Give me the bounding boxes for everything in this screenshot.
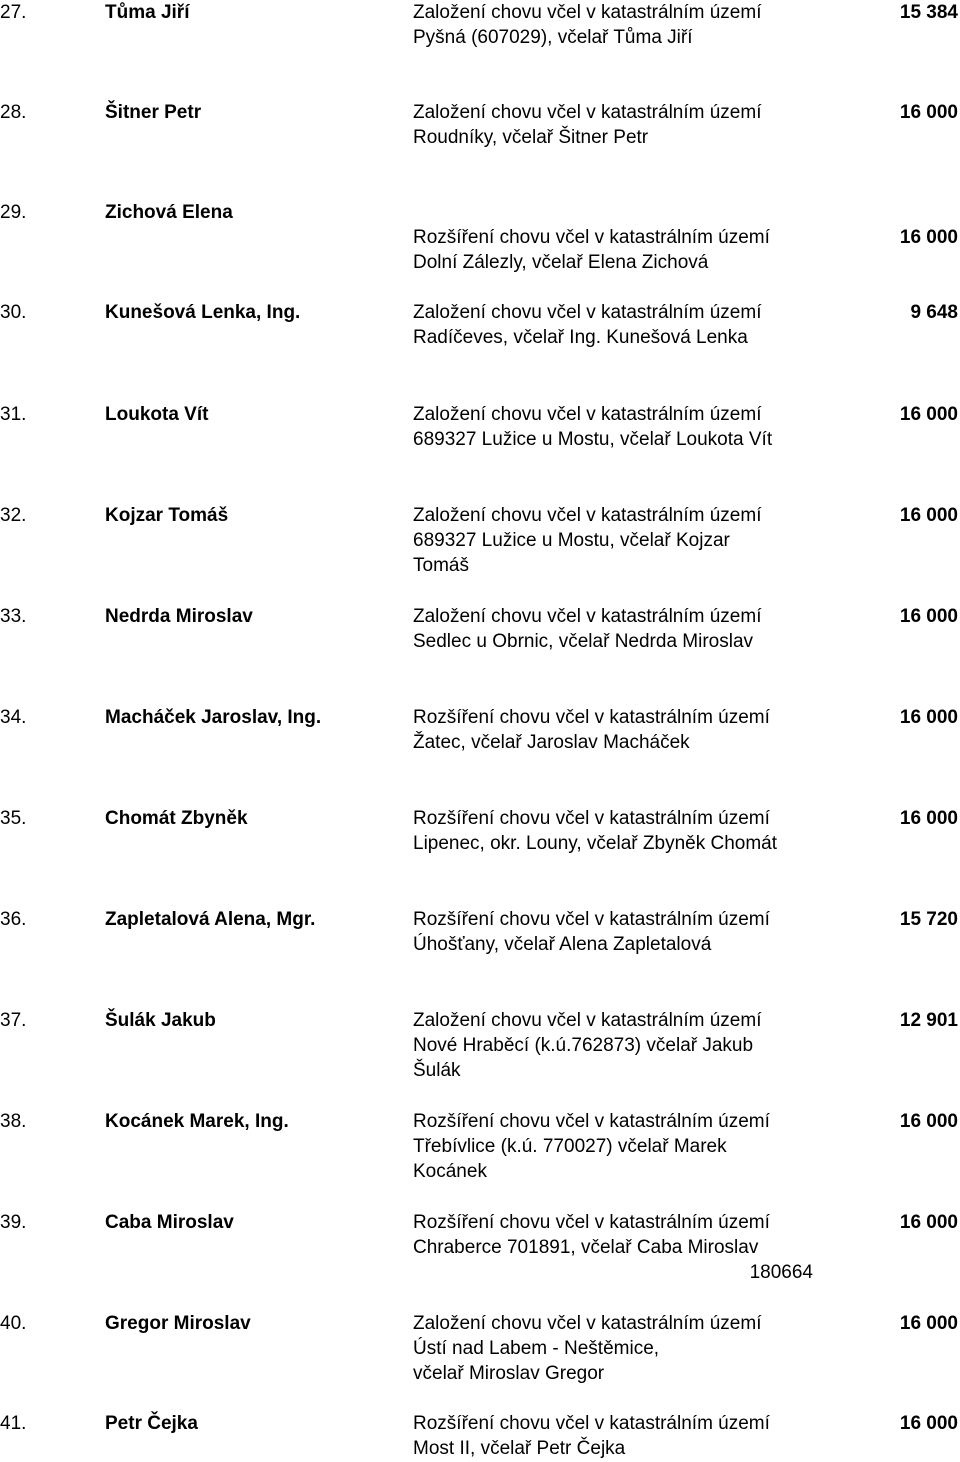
row-number: 34. <box>0 707 27 728</box>
amount-value: 15 720 <box>899 909 958 930</box>
amount-value: 16 000 <box>899 505 958 526</box>
row-number: 35. <box>0 808 27 829</box>
description-line: Roudníky, včelař Šitner Petr <box>413 127 649 148</box>
row-number: 32. <box>0 505 27 526</box>
row-number: 37. <box>0 1010 27 1031</box>
row-number: 39. <box>0 1212 27 1233</box>
project-description <box>413 604 813 654</box>
project-description <box>413 1311 813 1386</box>
description-line: včelař Miroslav Gregor <box>413 1363 605 1384</box>
description-line: Rozšíření chovu včel v katastrálním území <box>413 227 770 248</box>
description-line: Rozšíření chovu včel v katastrálním území <box>413 1111 770 1132</box>
applicant-name: Macháček Jaroslav, Ing. <box>105 707 322 728</box>
description-line: 689327 Lužice u Mostu, včelař Loukota Vít <box>413 429 773 450</box>
applicant-name: Zapletalová Alena, Mgr. <box>105 909 316 930</box>
row-number: 29. <box>0 202 27 223</box>
description-line <box>413 200 813 225</box>
applicant-name: Loukota Vít <box>105 404 209 425</box>
applicant-name: Gregor Miroslav <box>105 1313 251 1334</box>
project-description <box>413 503 813 578</box>
project-description <box>413 1008 813 1083</box>
project-description <box>413 806 813 856</box>
amount-value: 16 000 <box>899 102 958 123</box>
applicant-name: Šitner Petr <box>105 102 202 123</box>
project-description <box>413 1210 813 1285</box>
description-line: Most II, včelař Petr Čejka <box>413 1438 626 1459</box>
row-number: 27. <box>0 2 27 23</box>
amount-value: 16 000 <box>899 404 958 425</box>
row-number: 30. <box>0 302 27 323</box>
applicant-name: Šulák Jakub <box>105 1010 216 1031</box>
amount-value: 16 000 <box>899 227 958 248</box>
description-line: Rozšíření chovu včel v katastrálním území <box>413 1413 770 1434</box>
project-description <box>413 1411 813 1461</box>
description-line: Založení chovu včel v katastrálním území <box>413 302 762 323</box>
description-line: Založení chovu včel v katastrálním území <box>413 1010 762 1031</box>
applicant-name: Tůma Jiří <box>105 2 190 23</box>
description-line: Založení chovu včel v katastrálním území <box>413 606 762 627</box>
description-line: Rozšíření chovu včel v katastrálním území <box>413 1212 770 1233</box>
project-description <box>413 1109 813 1184</box>
amount-value: 16 000 <box>899 606 958 627</box>
description-line: Založení chovu včel v katastrálním území <box>413 2 762 23</box>
description-line: Kocánek <box>413 1161 487 1182</box>
project-description <box>413 200 813 275</box>
description-line: Založení chovu včel v katastrálním území <box>413 404 762 425</box>
description-line: Založení chovu včel v katastrálním území <box>413 1313 762 1334</box>
amount-value: 16 000 <box>899 1212 958 1233</box>
description-line: Založení chovu včel v katastrálním území <box>413 505 762 526</box>
project-description <box>413 0 813 50</box>
row-number: 31. <box>0 404 27 425</box>
description-line: Rozšíření chovu včel v katastrálním území <box>413 909 770 930</box>
row-number: 41. <box>0 1413 27 1434</box>
row-number: 40. <box>0 1313 27 1334</box>
applicant-name: Chomát Zbyněk <box>105 808 248 829</box>
row-number: 36. <box>0 909 27 930</box>
description-line: Ústí nad Labem - Neštěmice, <box>413 1338 660 1359</box>
description-line: Radíčeves, včelař Ing. Kunešová Lenka <box>413 327 748 348</box>
amount-value: 16 000 <box>899 1413 958 1434</box>
description-line: Nové Hraběcí (k.ú.762873) včelař Jakub <box>413 1035 754 1056</box>
applicant-name: Kojzar Tomáš <box>105 505 229 526</box>
amount-value: 15 384 <box>899 2 958 23</box>
description-line: Dolní Zálezly, včelař Elena Zichová <box>413 252 709 273</box>
description-extra: 180664 <box>749 1262 813 1283</box>
amount-value: 9 648 <box>910 302 958 323</box>
applicant-name: Petr Čejka <box>105 1413 198 1434</box>
description-line: Tomáš <box>413 555 469 576</box>
project-description <box>413 705 813 755</box>
applicant-name: Caba Miroslav <box>105 1212 234 1233</box>
description-line: Chraberce 701891, včelař Caba Miroslav <box>413 1237 759 1258</box>
row-number: 38. <box>0 1111 27 1132</box>
amount-value: 16 000 <box>899 1111 958 1132</box>
applicant-name: Nedrda Miroslav <box>105 606 253 627</box>
description-line: Úhošťany, včelař Alena Zapletalová <box>413 934 712 955</box>
description-line: Pyšná (607029), včelař Tůma Jiří <box>413 27 693 48</box>
description-line: Založení chovu včel v katastrálním území <box>413 102 762 123</box>
project-description <box>413 907 813 957</box>
description-line: Sedlec u Obrnic, včelař Nedrda Miroslav <box>413 631 754 652</box>
row-number: 33. <box>0 606 27 627</box>
amount-value: 16 000 <box>899 1313 958 1334</box>
description-line: Třebívlice (k.ú. 770027) včelař Marek <box>413 1136 727 1157</box>
description-line: Rozšíření chovu včel v katastrálním území <box>413 707 770 728</box>
description-line: 689327 Lužice u Mostu, včelař Kojzar <box>413 530 730 551</box>
project-description <box>413 100 813 150</box>
applicant-name: Zichová Elena <box>105 202 233 223</box>
row-number: 28. <box>0 102 27 123</box>
amount-value: 12 901 <box>899 1010 958 1031</box>
project-description <box>413 300 813 350</box>
amount-value: 16 000 <box>899 808 958 829</box>
applicant-name: Kunešová Lenka, Ing. <box>105 302 301 323</box>
description-line: Šulák <box>413 1060 461 1081</box>
amount-value: 16 000 <box>899 707 958 728</box>
description-line: Žatec, včelař Jaroslav Macháček <box>413 732 690 753</box>
project-description <box>413 402 813 452</box>
applicant-name: Kocánek Marek, Ing. <box>105 1111 289 1132</box>
description-line: Rozšíření chovu včel v katastrálním území <box>413 808 770 829</box>
description-line: Lipenec, okr. Louny, včelař Zbyněk Chomát <box>413 833 778 854</box>
